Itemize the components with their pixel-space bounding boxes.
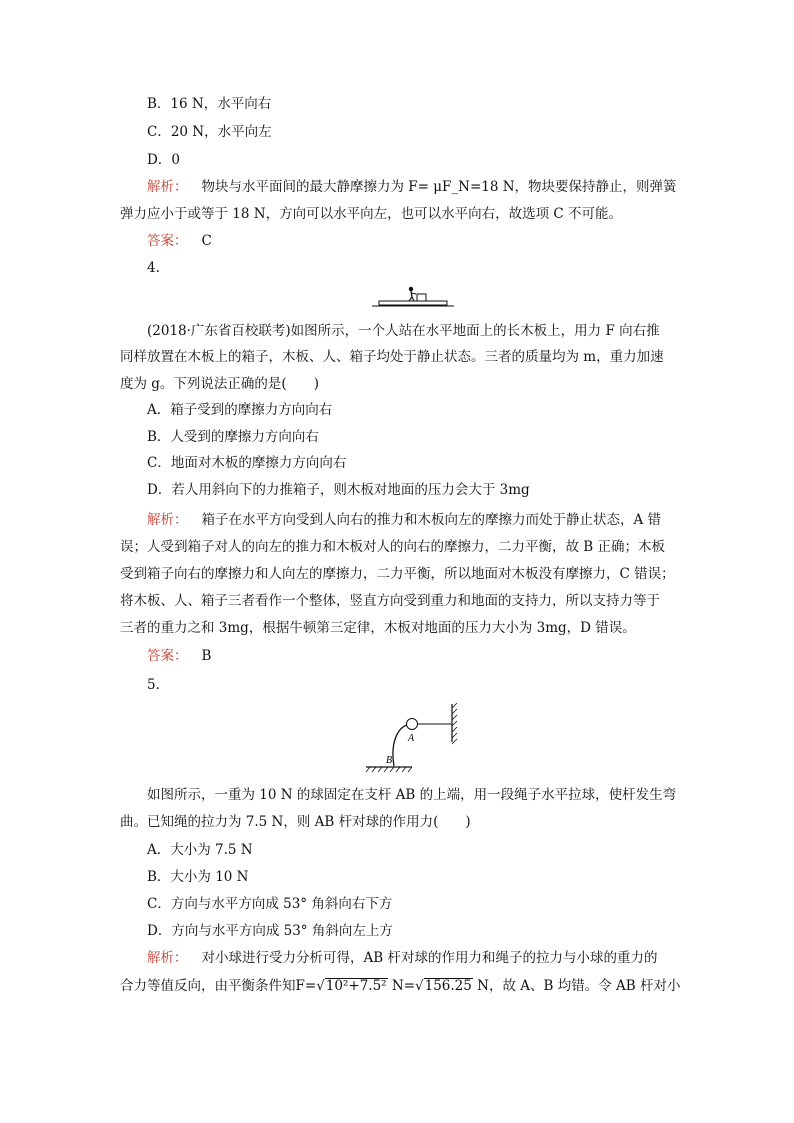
q4-option-c: C．地面对木板的摩擦力方向向右 [147,455,347,471]
q5-stem-line: 曲。已知绳的拉力为 7.5 N，则 AB 杆对球的作用力( ) [120,814,471,830]
q3-option-c: C．20 N，水平向左 [147,124,272,140]
analysis-text: 对小球进行受力分析可得，AB 杆对球的作用力和绳子的拉力与小球的重力的 [201,950,658,966]
q3-option-b: B．16 N，水平向右 [147,96,272,112]
q5-option-d: D．方向与水平方向成 53° 角斜向左上方 [147,923,393,939]
answer-value: B [201,648,212,664]
figure-label-a: A [408,733,415,744]
analysis-text: 物块与水平面间的最大静摩擦力为 F= μF_N=18 N，物块要保持静止，则弹簧 [201,179,677,195]
q3-analysis-line: 弹力应小于或等于 18 N，方向可以水平向左，也可以水平向右，故选项 C 不可能。 [120,206,622,222]
q3-option-d: D．0 [147,152,180,168]
q5-option-a: A．大小为 7.5 N [147,842,253,858]
q4-stem-line: 同样放置在木板上的箱子，木板、人、箱子均处于静止状态。三者的质量均为 m，重力加速 [120,349,664,365]
q4-option-a: A．箱子受到的摩擦力方向向右 [147,402,333,418]
figure-label-b: B [386,755,393,766]
q5-analysis-line [120,976,680,996]
q4-stem-line: (2018·广东省百校联考)如图所示，一个人站在水平地面上的长木板上，用力 F 向右推 [147,323,660,339]
analysis-text: 箱子在水平方向受到人向右的推力和木板向左的摩擦力而处于静止状态，A 错 [201,512,662,528]
analysis-label: 解析： [147,950,188,966]
q5-stem-line: 如图所示，一重为 10 N 的球固定在支杆 AB 的上端，用一段绳子水平拉球，使杆发生弯 [147,787,677,803]
analysis-label: 解析： [147,179,188,195]
analysis-text: N，故 A、B 均错。令 AB 杆对小 [472,978,681,994]
q3-answer-line [147,231,212,251]
answer-label: 答案： [147,233,188,249]
q4-option-b: B．人受到的摩擦力方向向右 [147,429,319,445]
q4-answer-line [147,646,211,666]
sqrt-sign: √ [415,978,424,994]
answer-label: 答案： [147,648,188,664]
sqrt-radicand: 10²+7.5² [325,978,387,994]
q4-stem-line: 度为 g。下列说法正确的是( ) [120,376,319,392]
analysis-label: 解析： [147,512,188,528]
sqrt-radicand: 156.25 [424,978,472,994]
q3-analysis-line [147,177,677,197]
q4-analysis-line: 三者的重力之和 3mg，根据牛顿第三定律，木板对地面的压力大小为 3mg，D 错误。 [120,620,636,636]
q4-figure-board-person-box [370,282,456,310]
q4-analysis-line: 受到箱子向右的摩擦力和人向左的摩擦力，二力平衡，所以地面对木板没有摩擦力，C 错误； [120,566,675,582]
answer-value: C [201,233,212,249]
sqrt-sign: √ [316,978,325,994]
q4-analysis-line: 将木板、人、箱子三者看作一个整体，竖直方向受到重力和地面的支持力，所以支持力等于 [120,593,660,609]
q4-option-d: D．若人用斜向下的力推箱子，则木板对地面的压力会大于 3mg [147,482,530,498]
q4-analysis-line: 误；人受到箱子对人的向左的推力和木板对人的向右的摩擦力，二力平衡，故 B 正确；木板 [120,539,666,555]
analysis-text: 合力等值反向，由平衡条件知F= [120,978,317,994]
analysis-text: N= [387,978,416,994]
q5-figure-ball-rod-wall [362,700,462,774]
q5-option-b: B．大小为 10 N [147,869,249,885]
q5-number: 5. [147,677,160,693]
q5-analysis-line [147,948,657,968]
q4-analysis-line [147,510,661,530]
q5-option-c: C．方向与水平方向成 53° 角斜向右下方 [147,896,393,912]
q4-number: 4. [147,260,160,276]
